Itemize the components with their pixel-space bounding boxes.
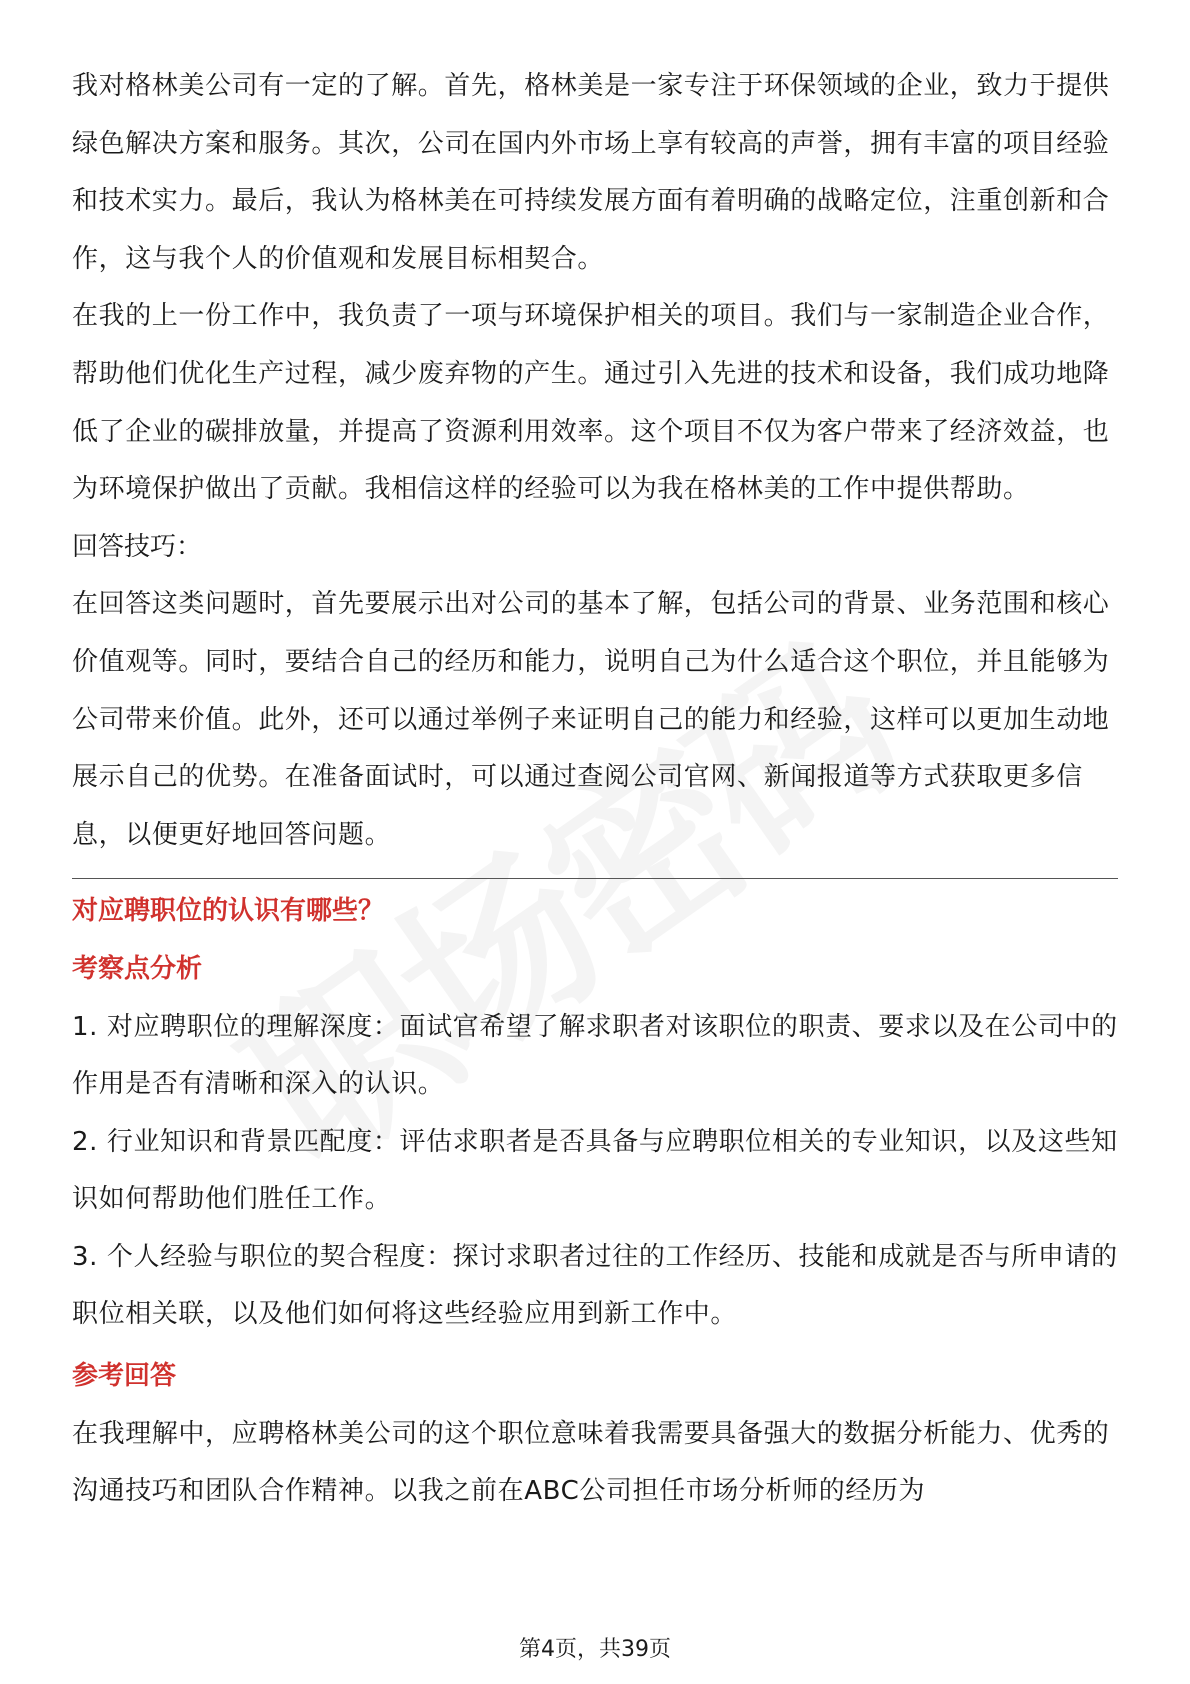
page-footer: 第4页，共39页: [519, 1637, 671, 1662]
analysis-title: 考察点分析: [72, 953, 203, 984]
document-body: [72, 58, 1118, 1521]
analysis-item: 1. 对应聘职位的理解深度：面试官希望了解求职者对该职位的职责、要求以及在公司中的作用是否有清晰和深入的认识。: [72, 1011, 1118, 1100]
analysis-item: 2. 行业知识和背景匹配度：评估求职者是否具备与应聘职位相关的专业知识，以及这些知识如何帮助他们胜任工作。: [72, 1126, 1118, 1215]
answer-text: 在我理解中，应聘格林美公司的这个职位意味着我需要具备强大的数据分析能力、优秀的沟通技巧和团队合作精神。以我之前在ABC公司担任市场分析师的经历为: [72, 1418, 1110, 1507]
paragraph-work-experience: 在我的上一份工作中，我负责了一项与环境保护相关的项目。我们与一家制造企业合作，帮助他们优化生产过程，减少废弃物的产生。通过引入先进的技术和设备，我们成功地降低了企业的碳排放量，并提高了资源利用效率。这个项目不仅为客户带来了经济效益，也为环境保护做出了贡献。我相信这样的经验可以为我在格林美的工作中提供帮助。: [72, 301, 1110, 505]
section-divider: [72, 878, 1118, 879]
answer-title: 参考回答: [72, 1361, 177, 1392]
tips-label: 回答技巧：: [72, 531, 203, 562]
tips-text: 在回答这类问题时，首先要展示出对公司的基本了解，包括公司的背景、业务范围和核心价值观等。同时，要结合自己的经历和能力，说明自己为什么适合这个职位，并且能够为公司带来价值。此外，还可以通过举例子来证明自己的能力和经验，这样可以更加生动地展示自己的优势。在准备面试时，可以通过查阅公司官网、新闻报道等方式获取更多信息，以便更好地回答问题。: [72, 589, 1110, 850]
question-title: 对应聘职位的认识有哪些？: [72, 896, 385, 927]
analysis-item: 3. 个人经验与职位的契合程度：探讨求职者过往的工作经历、技能和成就是否与所申请的职位相关联，以及他们如何将这些经验应用到新工作中。: [72, 1241, 1118, 1330]
paragraph-company-knowledge: 我对格林美公司有一定的了解。首先，格林美是一家专注于环保领域的企业，致力于提供绿色解决方案和服务。其次，公司在国内外市场上享有较高的声誉，拥有丰富的项目经验和技术实力。最后，我认为格林美在可持续发展方面有着明确的战略定位，注重创新和合作，这与我个人的价值观和发展目标相契合。: [72, 71, 1110, 274]
